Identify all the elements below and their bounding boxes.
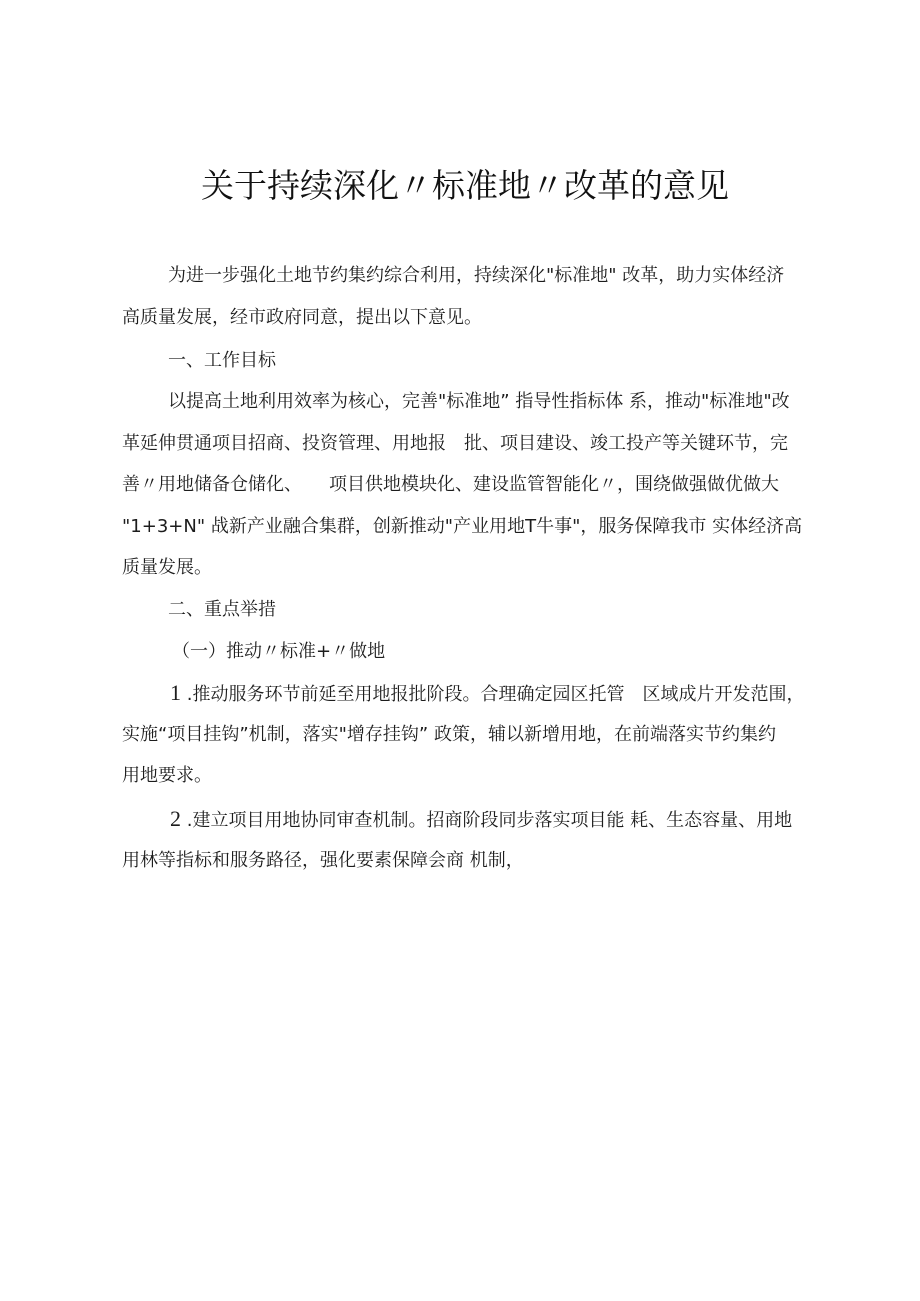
paragraph-line: 用地要求。 xyxy=(122,765,212,786)
paragraph-line: 实施“项目挂钩”机制，落实"增存挂钩” 政策，辅以新增用地，在前端落实节约集约 xyxy=(122,724,776,745)
paragraph-line: 用林等指标和服务路径，强化要素保障会商 机制， xyxy=(122,850,524,871)
paragraph-line: "1+3+N" 战新产业融合集群，创新推动"产业用地T牛事"，服务保障我市 实体经济高 xyxy=(122,516,803,537)
list-item-text: .建立项目用地协同审查机制。招商阶段同步落实项目能 耗、生态容量、用地 xyxy=(186,810,793,831)
paragraph-line: 以提高土地利用效率为核心，完善"标准地” 指导性指标体 系，推动"标准地"改 xyxy=(168,391,790,412)
paragraph-line: 善〃用地储备仓储化、 项目供地模块化、建设监管智能化〃，围绕做强做优做大 xyxy=(122,474,779,495)
list-item xyxy=(170,807,792,833)
paragraph-line: 高质量发展，经市政府同意，提出以下意见。 xyxy=(122,307,482,328)
paragraph-line: 革延伸贯通项目招商、投资管理、用地报 批、项目建设、竣工投产等关键环节，完 xyxy=(122,433,788,454)
document-title: 关于持续深化〃标准地〃改革的意见 xyxy=(201,166,729,205)
paragraph-line: 为进一步强化土地节约集约综合利用，持续深化"标准地" 改革，助力实体经济 xyxy=(168,265,785,286)
paragraph-line: 质量发展。 xyxy=(122,557,212,578)
list-item xyxy=(170,681,804,707)
subsection-heading: （一）推动〃标准+〃做地 xyxy=(172,641,386,662)
list-item-text: .推动服务环节前延至用地报批阶段。合理确定园区托管 区域成片开发范围， xyxy=(186,684,805,705)
item-number: 2 xyxy=(170,806,181,831)
section-heading: 二、重点举措 xyxy=(168,599,276,620)
section-heading: 一、工作目标 xyxy=(168,350,276,371)
item-number: 1 xyxy=(170,680,181,705)
